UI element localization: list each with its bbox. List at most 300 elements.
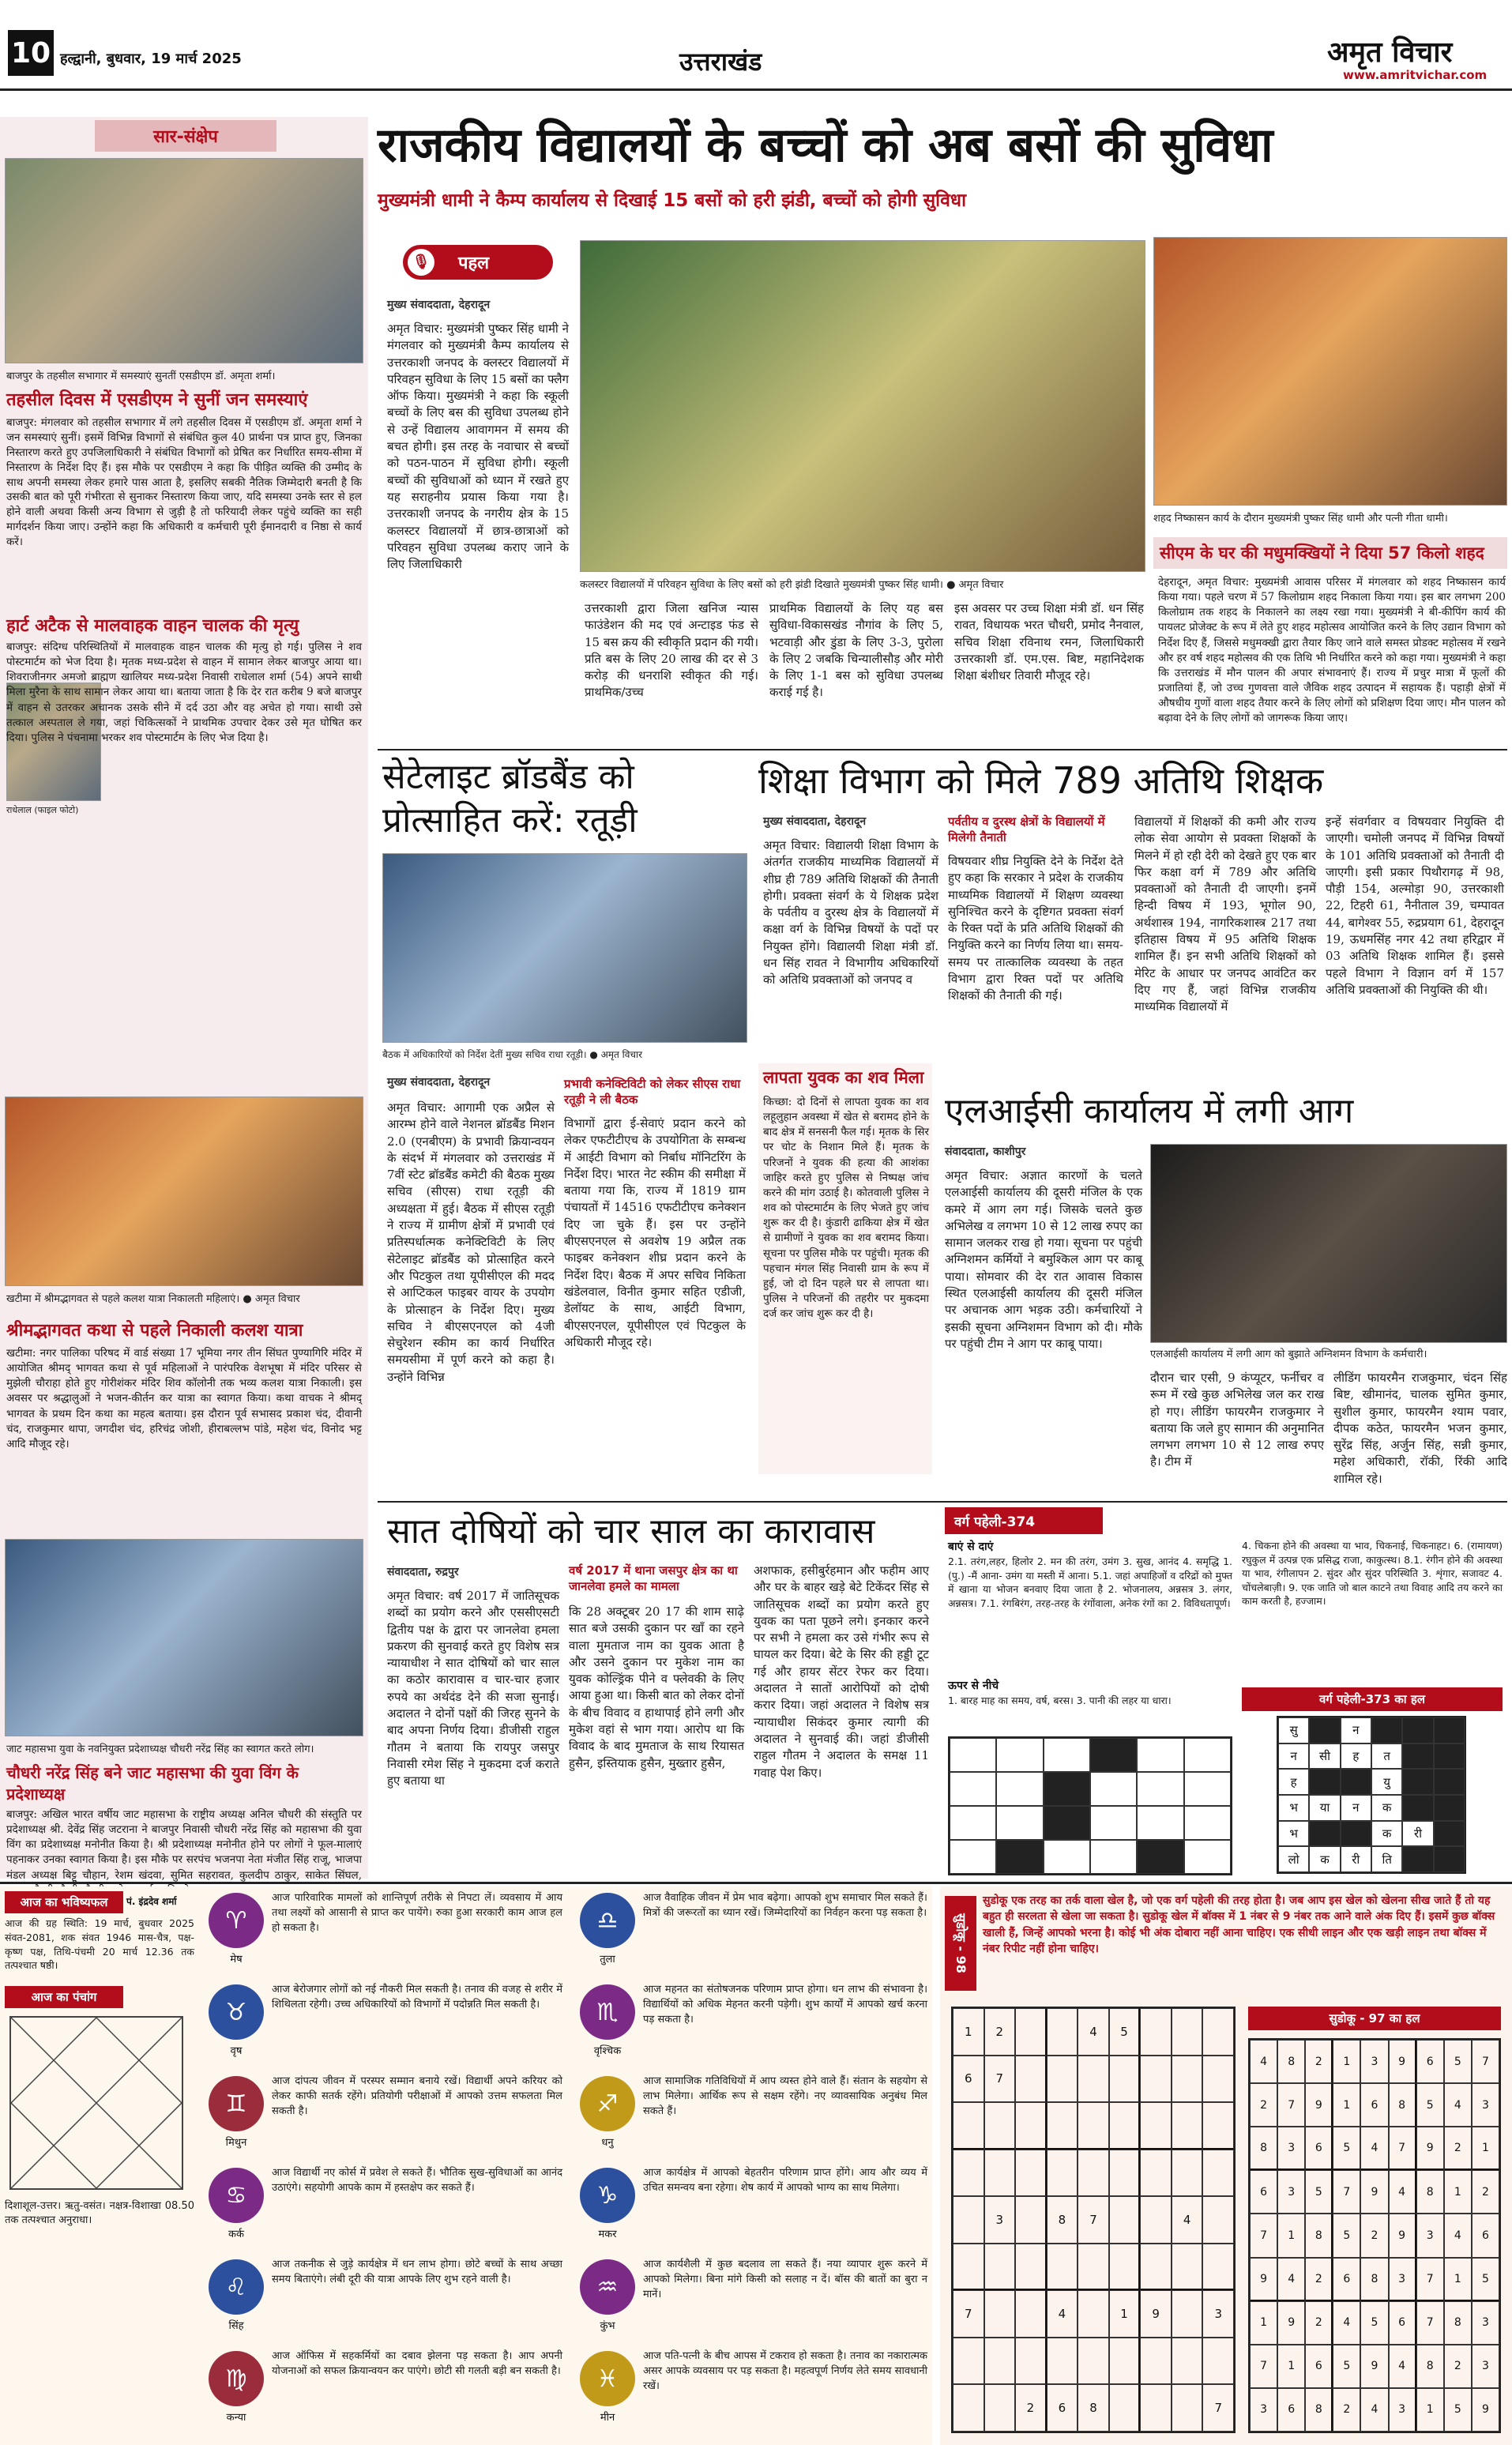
sudoku-cell[interactable] bbox=[953, 2196, 984, 2244]
crossword-cell[interactable] bbox=[1044, 1772, 1090, 1806]
sudoku-cell[interactable] bbox=[1140, 2150, 1172, 2197]
mic-icon: 🎙 bbox=[408, 249, 434, 276]
sudoku-solution-cell: 6 bbox=[1250, 2170, 1277, 2214]
sudoku-solution-cell: 1 bbox=[1277, 2345, 1305, 2388]
sudoku-cell[interactable] bbox=[1047, 2008, 1078, 2056]
crossword-cell[interactable] bbox=[1137, 1840, 1183, 1874]
crossword-answer-cell: या bbox=[1309, 1795, 1340, 1821]
sudoku-cell[interactable] bbox=[1078, 2244, 1109, 2291]
sudoku-cell[interactable]: 7 bbox=[1078, 2196, 1109, 2244]
sudoku-solution-cell: 6 bbox=[1389, 2301, 1416, 2345]
sudoku-solution-cell: 8 bbox=[1416, 2345, 1444, 2388]
sudoku-solution-cell: 4 bbox=[1444, 2214, 1472, 2257]
rashi-name: मकर bbox=[598, 2229, 617, 2240]
crossword-answer-cell: क bbox=[1371, 1821, 1402, 1847]
crossword-answer-cell: भ bbox=[1278, 1821, 1309, 1847]
kundli-chart bbox=[9, 2016, 183, 2190]
sudoku-cell[interactable] bbox=[1140, 2384, 1172, 2432]
sudoku-cell[interactable] bbox=[1202, 2338, 1234, 2385]
rashi-text: आज वैवाहिक जीवन में प्रेम भाव बढ़ेगा। आपको शुभ समाचार मिल सकते हैं। मित्रों की जरूरतों का ध्यान रखें। जिम्मेदारियों का निर्वहन करना पड़ सकता है। bbox=[643, 1892, 927, 1919]
rashi-row bbox=[204, 1980, 567, 2068]
sudoku-cell[interactable] bbox=[1015, 2244, 1047, 2291]
crossword-grid-cells[interactable] bbox=[950, 1738, 1231, 1874]
sudoku-solution-cell: 1 bbox=[1250, 2301, 1277, 2345]
sudoku-cell[interactable] bbox=[1172, 2384, 1203, 2432]
sudoku-cell[interactable] bbox=[1047, 2338, 1078, 2385]
sudoku-solution-cell: 6 bbox=[1333, 2258, 1360, 2301]
sudoku-solution-cell: 8 bbox=[1389, 2083, 1416, 2127]
sudoku-cell[interactable] bbox=[1015, 2008, 1047, 2056]
story-heart-text-cont bbox=[107, 683, 362, 1093]
crossword-down-clues: 1. बारह माह का समय, वर्ष, बरस। 3. पानी की लहर या धारा। bbox=[948, 1695, 1172, 1706]
sudoku-solution-cell: 9 bbox=[1472, 2388, 1499, 2432]
rashi-text: आज कार्यक्षेत्र में आपको बेहतरीन परिणाम प्राप्त होंगे। आय और व्यय में उचित समन्वय बना रहेगा। शेष कार्य में आपको भाग्य का साथ मिलेगा। bbox=[643, 2167, 927, 2194]
rashi-text: आज महनत का संतोषजनक परिणाम प्राप्त होगा। धन लाभ की संभावना है। विद्यार्थियों को अधिक मेहनत करनी पड़ेगी। शुभ कार्यों में आपको खर्च करना पड़ सकता है। bbox=[643, 1984, 927, 2026]
sudoku-cell[interactable] bbox=[1109, 2244, 1141, 2291]
sudoku-cell[interactable]: 8 bbox=[1047, 2196, 1078, 2244]
sudoku-cell[interactable] bbox=[984, 2102, 1016, 2150]
sudoku-cell[interactable]: 6 bbox=[1047, 2384, 1078, 2432]
rashi-row bbox=[575, 1888, 932, 1977]
sudoku-solution-cell: 8 bbox=[1360, 2258, 1388, 2301]
sudoku-solution-cell: 1 bbox=[1444, 2258, 1472, 2301]
crossword-answer-cell: री bbox=[1341, 1846, 1371, 1872]
rashi-name: सिंह bbox=[228, 2320, 244, 2332]
crossword-answer-cell bbox=[1309, 1769, 1340, 1795]
sudoku-cell[interactable] bbox=[1202, 2008, 1234, 2056]
lead-photo-caption: कलस्टर विद्यालयों में परिवहन सुविधा के लिए बसों को हरी झंडी दिखाते मुख्यमंत्री पुष्कर सिंह धामी। ● अमृत विचार bbox=[580, 579, 1004, 591]
sudoku-puzzle-grid[interactable] bbox=[951, 2007, 1236, 2433]
zodiac-icon: ♓ bbox=[580, 2351, 635, 2406]
lead-subhead: मुख्यमंत्री धामी ने कैम्प कार्यालय से दिखाई 15 बसों को हरी झंडी, बच्चों को होगी सुविधा bbox=[378, 190, 967, 211]
sudoku-cell[interactable] bbox=[1172, 2150, 1203, 2197]
sudoku-solution-cell: 3 bbox=[1277, 2170, 1305, 2214]
sudoku-solution-cell: 5 bbox=[1360, 2301, 1388, 2345]
sudoku-solution-cell: 4 bbox=[1360, 2388, 1388, 2432]
crossword-answer-cell bbox=[1341, 1821, 1371, 1847]
story-heart-text: बाजपुर: संदिग्ध परिस्थितियों में मालवाहक वाहन चालक की मृत्यु हो गई। पुलिस ने शव पोस्टमार्टम को भेज दिया है। मृतक मध्य-प्रदेश से वाहन में सामान लेकर बाजपुर आया था। शिवराजीनगर अमजो ब्राह्मण खालियर मध्य-प्रदेश निवासी राधेलाल शर्मा (54) अपने साथी मिला मुरैना के साथ सामान लेकर आया था। बताया जाता है कि देर रात करीब 9 बजे बाजपुर में वाहन से उतरकर अचानक उसके सीने में दर्द उठा और वह अचेत हो गया। साथी उसे तत्काल अस्पताल ले गया, जहां चिकित्सकों ने प्राथमिक उपचार देकर उसे मृत घोषित कर दिया। पुलिस ने पंचनामा भरकर शव पोस्टमार्टम के लिए भेज दिया है। bbox=[6, 641, 362, 744]
sudoku-cell[interactable] bbox=[1202, 2196, 1234, 2244]
sudoku-cell[interactable] bbox=[953, 2102, 984, 2150]
sudoku-instructions: सुडोकू एक तरह का तर्क वाला खेल है, जो एक वर्ग पहेली की तरह होता है। जब आप इस खेल को खेलना सीख जाते हैं तो यह बहुत ही सरलता से खेला जा सकता है। सुडोकू खेल में बॉक्स में 1 नंबर से 9 नंबर तक आने वाले अंक दिए हैं। इसमें कुछ बॉक्स खाली हैं, जिन्हें आपको भरना है। कोई भी अंक दोबारा नहीं आना चाहिए। एक सीधी लाइन और एक खड़ी लाइन तथा बॉक्स में नंबर रिपीट नहीं होना चाहिए। bbox=[983, 1894, 1495, 1955]
crossword-answer-cell bbox=[1434, 1717, 1465, 1743]
teachers-col-2: विषयवार शीघ्र नियुक्ति देने के निर्देश देते हुए कहा कि सरकार ने प्रदेश के राजकीय माध्यमिक विद्यालयों में शिक्षण व्यवस्था सुनिश्चित करने के दृष्टिगत प्रवक्ता संवर्ग के रिक्त पदों के प्रति अतिथि शिक्षकों की नियुक्ति करने का निर्णय लिया था। समय-समय पर तात्कालिक व्यवस्था के तहत विभाग द्वारा रिक्त पदों पर अतिथि शिक्षकों की तैनाती की गई। bbox=[948, 854, 1123, 1003]
sudoku-cell[interactable] bbox=[1015, 2056, 1047, 2103]
sudoku-cell[interactable] bbox=[1047, 2150, 1078, 2197]
sudoku-cell[interactable] bbox=[953, 2384, 984, 2432]
sudoku-cell[interactable] bbox=[1202, 2150, 1234, 2197]
paper-logo: अमृत विचार bbox=[1327, 36, 1453, 69]
rashi-text: आज बेरोजगार लोगों को नई नौकरी मिल सकती है। तनाव की वजह से शरीर में शिथिलता रहेगी। उच्च अधिकारियों को विभागों में पदोन्नति मिल सकती है। bbox=[272, 1984, 562, 2011]
crossword-title: वर्ग पहेली-374 bbox=[945, 1507, 1103, 1534]
sudoku-solution-cell: 9 bbox=[1250, 2258, 1277, 2301]
broadband-photo-caption: बैठक में अधिकारियों को निर्देश देतीं मुख्य सचिव राधा रतूड़ी। ● अमृत विचार bbox=[382, 1049, 643, 1060]
crossword-answer-cell bbox=[1402, 1717, 1433, 1743]
zodiac-icon: ♈ bbox=[209, 1893, 264, 1948]
sudoku-cell[interactable] bbox=[1140, 2338, 1172, 2385]
crossword-answer-grid bbox=[1277, 1716, 1466, 1874]
rashi-text: आज पति-पत्नी के बीच आपस में टकराव हो सकता है। तनाव का नकारात्मक असर आपके व्यवसाय पर पड़ सकता है। महत्वपूर्ण निर्णय लेते समय सावधानी रखें। bbox=[643, 2350, 927, 2392]
sudoku-solution-cell: 9 bbox=[1360, 2170, 1388, 2214]
divider-3 bbox=[0, 1882, 1512, 1884]
sudoku-solution-cell: 1 bbox=[1333, 2083, 1360, 2127]
sudoku-cell[interactable] bbox=[1078, 2290, 1109, 2338]
zodiac-icon: ♒ bbox=[580, 2259, 635, 2315]
panchang-title: आज का पंचांग bbox=[5, 1986, 123, 2008]
sudoku-solution-cell: 5 bbox=[1416, 2083, 1444, 2127]
crossword-answer-cell: न bbox=[1341, 1717, 1371, 1743]
sudoku-solution-cell: 6 bbox=[1472, 2214, 1499, 2257]
crossword-answer-cell: ह bbox=[1278, 1769, 1309, 1795]
crossword-answer-cell bbox=[1341, 1769, 1371, 1795]
crossword-cell[interactable] bbox=[996, 1840, 1043, 1874]
sudoku-solution-cell: 6 bbox=[1305, 2345, 1333, 2388]
convict-headline: सात दोषियों को चार साल का कारावास bbox=[387, 1511, 875, 1552]
sidebar-photo-kalash-caption: खटीमा में श्रीमद्भागवत से पहले कलश यात्रा निकालती महिलाएं। ● अमृत विचार bbox=[6, 1293, 300, 1305]
sudoku-solution-cell: 4 bbox=[1333, 2301, 1360, 2345]
sudoku-cell[interactable] bbox=[1172, 2290, 1203, 2338]
sudoku-cell[interactable] bbox=[1172, 2056, 1203, 2103]
sudoku-cell[interactable] bbox=[984, 2290, 1016, 2338]
sudoku-cell[interactable]: 6 bbox=[953, 2056, 984, 2103]
sidebar bbox=[0, 117, 368, 1882]
crossword-answer-cell bbox=[1434, 1821, 1465, 1847]
crossword-answer-cell bbox=[1309, 1821, 1340, 1847]
sudoku-solution-cell: 1 bbox=[1472, 2127, 1499, 2170]
website: www.amritvichar.com bbox=[1343, 68, 1488, 82]
sudoku-cell[interactable] bbox=[1172, 2338, 1203, 2385]
story-tehsil-headline: तहसील दिवस में एसडीएम ने सुनीं जन समस्याएं bbox=[6, 390, 308, 410]
crossword-answer-cell bbox=[1434, 1846, 1465, 1872]
convict-col-3: अशफाक, हसीबुर्रहमान और फहीम आए और घर के बाहर खड़े बेटे टिकेंदर सिंह से जातिसूचक शब्दों का प्रयोग करते हुए युवक का पता पूछने लगे। इनकार करने पर सभी ने हमला कर उसे गंभीर रूप से घायल कर दिया। बेटे के सिर की हड्डी टूट गई और हायर सेंटर रेफर कर दिया। अदालत ने सातों आरोपियों को दोषी करार दिया। जहां अदालत ने विशेष सत्र न्यायाधीश सिकंदर कुमार त्यागी की अदालत ने सुनवाई की। जहां डीजीसी राहुल गौतम ने अदालत के समक्ष 11 गवाह पेश किए। bbox=[754, 1563, 929, 1780]
broadband-photo bbox=[382, 853, 747, 1043]
rashi-list-left bbox=[204, 1888, 567, 2441]
crossword-answer-title: वर्ग पहेली-373 का हल bbox=[1242, 1687, 1503, 1711]
sudoku-cell[interactable]: 2 bbox=[1015, 2384, 1047, 2432]
sudoku-cell[interactable] bbox=[1109, 2150, 1141, 2197]
sudoku-solution-cell: 6 bbox=[1277, 2388, 1305, 2432]
teachers-col-3: विद्यालयों में शिक्षकों की कमी और राज्य लोक सेवा आयोग से प्रवक्ता शिक्षकों के मिलने में हो रही देरी को देखते हुए एक बार फिर कक्षा वर्ग में 789 और अतिथि प्रवक्ताओं को तैनाती दी जाएगी। इनमें हिन्दी विषय में 193, भूगोल 90, अर्थशास्त्र 194, नागरिकशास्त्र 217 तथा इतिहास विषय में 95 अतिथि शिक्षक शामिल हैं। इन सभी अतिथि शिक्षकों को मेरिट के आधार पर जनपद आवंटित कर दिए गए हैं, जहां विभिन्न राजकीय माध्यमिक विद्यालयों में bbox=[1134, 814, 1316, 1014]
sudoku-cell[interactable]: 3 bbox=[984, 2196, 1016, 2244]
rashi-name: मीन bbox=[600, 2412, 615, 2424]
divider-2 bbox=[378, 1501, 1507, 1503]
crossword-cell[interactable] bbox=[950, 1738, 996, 1772]
crossword-cell[interactable] bbox=[1090, 1772, 1137, 1806]
sudoku-solution-cell: 9 bbox=[1277, 2301, 1305, 2345]
crossword-cell[interactable] bbox=[996, 1772, 1043, 1806]
crossword-cell[interactable] bbox=[1184, 1772, 1231, 1806]
story-jat-headline: चौधरी नरेंद्र सिंह बने जाट महासभा की युवा विंग के प्रदेशाध्यक्ष bbox=[6, 1763, 299, 1804]
lic-photo-caption: एलआईसी कार्यालय में लगी आग को बुझाते अग्निशमन विभाग के कर्मचारी। bbox=[1150, 1349, 1427, 1360]
sudoku-solution-cell: 8 bbox=[1305, 2388, 1333, 2432]
sudoku-solution-cell: 2 bbox=[1305, 2258, 1333, 2301]
sudoku-solution-cell: 3 bbox=[1389, 2258, 1416, 2301]
sudoku-cell[interactable] bbox=[1015, 2196, 1047, 2244]
sudoku-solution-cell: 5 bbox=[1333, 2345, 1360, 2388]
honey-headline: सीएम के घर की मधुमक्खियों ने दिया 57 किलो शहद bbox=[1160, 544, 1484, 562]
rashi-row bbox=[575, 2346, 932, 2435]
sudoku-solution-cell: 7 bbox=[1416, 2301, 1444, 2345]
story-jat-text: बाजपुर: अखिल भारत वर्षीय जाट महासभा के राष्ट्रीय अध्यक्ष अनिल चौधरी की संस्तुति पर प्रदेशाध्यक्ष श्री. देवेंद्र सिंह जटराना ने बाजपुर निवासी चौधरी नरेंद्र सिंह को महासभा की युवा विंग का प्रदेशाध्यक्ष मनोनीत किया है। श्री प्रदेशाध्यक्ष मनोनीत होने पर लोगों ने फूल-मालाएं पहनाकर उनका स्वागत किया है। इस मौके पर सरपंच भजनपा नेता मंजीत सिंह राजू, भाजपा मंडल अध्यक्ष बिट्टू चौहान, रेशम खंदवा, सुमित सहरावत, कुलदीप ठाकुर, साकेत सिंघल, bbox=[6, 1808, 362, 1882]
crossword-grid[interactable] bbox=[948, 1736, 1232, 1875]
crossword-cell[interactable] bbox=[1137, 1772, 1183, 1806]
sudoku-cell[interactable] bbox=[1015, 2150, 1047, 2197]
sudoku-solution-cell: 8 bbox=[1305, 2214, 1333, 2257]
convict-byline: संवाददाता, रुद्रपुर bbox=[387, 1566, 459, 1578]
sudoku-solution-cell: 7 bbox=[1333, 2170, 1360, 2214]
sudoku-cell[interactable] bbox=[1140, 2008, 1172, 2056]
sudoku-cell[interactable] bbox=[1140, 2056, 1172, 2103]
sudoku-cell[interactable] bbox=[1140, 2102, 1172, 2150]
zodiac-icon: ♎ bbox=[580, 1893, 635, 1948]
sudoku-cell[interactable] bbox=[984, 2384, 1016, 2432]
zodiac-icon: ♋ bbox=[209, 2168, 264, 2223]
crossword-cell[interactable] bbox=[950, 1806, 996, 1840]
sudoku-cell[interactable] bbox=[984, 2338, 1016, 2385]
crossword-cell[interactable] bbox=[996, 1806, 1043, 1840]
sudoku-cell[interactable] bbox=[1140, 2196, 1172, 2244]
rashi-name: कन्या bbox=[226, 2412, 246, 2424]
crossword-cell[interactable] bbox=[950, 1772, 996, 1806]
sudoku-cell[interactable]: 4 bbox=[1078, 2008, 1109, 2056]
sudoku-cell[interactable] bbox=[1047, 2056, 1078, 2103]
crossword-cell[interactable] bbox=[1137, 1806, 1183, 1840]
crossword-answer-cell bbox=[1402, 1795, 1433, 1821]
sudoku-solution-cell: 3 bbox=[1416, 2214, 1444, 2257]
sidebar-title: सार-संक्षेप bbox=[95, 120, 276, 152]
sudoku-solution-cell: 9 bbox=[1416, 2127, 1444, 2170]
crossword-cell[interactable] bbox=[1044, 1738, 1090, 1772]
crossword-answer-cell bbox=[1434, 1769, 1465, 1795]
crossword-cell[interactable] bbox=[1090, 1738, 1137, 1772]
crossword-cell[interactable] bbox=[996, 1738, 1043, 1772]
sudoku-solution-cell: 1 bbox=[1277, 2214, 1305, 2257]
zodiac-icon: ♐ bbox=[580, 2076, 635, 2131]
sudoku-cell[interactable]: 2 bbox=[984, 2008, 1016, 2056]
sudoku-cell[interactable] bbox=[984, 2150, 1016, 2197]
sudoku-cell[interactable] bbox=[1172, 2102, 1203, 2150]
sudoku-solution-cell: 7 bbox=[1277, 2083, 1305, 2127]
sudoku-solution-cell: 5 bbox=[1333, 2127, 1360, 2170]
crossword-cell[interactable] bbox=[1090, 1840, 1137, 1874]
crossword-cell[interactable] bbox=[1184, 1840, 1231, 1874]
rashi-name: तुला bbox=[600, 1954, 615, 1965]
sudoku-cell[interactable] bbox=[1202, 2244, 1234, 2291]
sudoku-cell[interactable] bbox=[1172, 2008, 1203, 2056]
crossword-cell[interactable] bbox=[1044, 1840, 1090, 1874]
crossword-answer-cell: लो bbox=[1278, 1846, 1309, 1872]
sudoku-solution-cell: 3 bbox=[1360, 2040, 1388, 2083]
rashi-row bbox=[204, 1888, 567, 1977]
crossword-down-head: ऊपर से नीचे bbox=[948, 1680, 999, 1692]
crossword-answer-cell bbox=[1434, 1795, 1465, 1821]
crossword-answer-cell bbox=[1434, 1743, 1465, 1770]
sudoku-cell[interactable] bbox=[953, 2150, 984, 2197]
teachers-headline: शिक्षा विभाग को मिले 789 अतिथि शिक्षक bbox=[758, 759, 1324, 802]
sudoku-solution-cell: 8 bbox=[1250, 2127, 1277, 2170]
lic-byline: संवाददाता, काशीपुर bbox=[945, 1145, 1026, 1158]
rashi-name: कुंभ bbox=[600, 2320, 615, 2332]
sudoku-cell[interactable] bbox=[1047, 2102, 1078, 2150]
sudoku-solution-cell: 9 bbox=[1305, 2083, 1333, 2127]
sudoku-cell[interactable] bbox=[1015, 2290, 1047, 2338]
sudoku-cell[interactable] bbox=[1078, 2150, 1109, 2197]
zodiac-icon: ♑ bbox=[580, 2168, 635, 2223]
sudoku-solution-cell: 5 bbox=[1444, 2388, 1472, 2432]
sudoku-cell[interactable] bbox=[1140, 2244, 1172, 2291]
lic-col-1: अमृत विचार: अज्ञात कारणों के चलते एलआईसी कार्यालय की दूसरी मंजिल के एक कमरे में आग लग गई। जिसके चलते कुछ अभिलेख व लगभग 10 से 12 लाख रुपए का सामान जलकर राख हो गया। सूचना पर पहुंची अग्निशमन कर्मियों ने बमुश्किल आग पर काबू पाया। सोमवार की देर रात आवास विकास स्थित एलआईसी कार्यालय की दूसरी मंजिल पर अचानक आग भड़क उठी। कर्मचारियों ने इसकी सूचना अग्निशमन विभाग को दी। मौके पर पहुंची टीम ने आग पर काबू पाया। bbox=[945, 1168, 1142, 1351]
zodiac-icon: ♌ bbox=[209, 2259, 264, 2315]
sudoku-solution-cell: 9 bbox=[1360, 2345, 1388, 2388]
sudoku-solution-cell: 4 bbox=[1389, 2170, 1416, 2214]
zodiac-icon: ♍ bbox=[209, 2351, 264, 2406]
sidebar-photo-jat bbox=[5, 1539, 363, 1736]
sudoku-solution-cell: 2 bbox=[1444, 2127, 1472, 2170]
sudoku-cell[interactable] bbox=[1078, 2056, 1109, 2103]
sudoku-solution-cell: 2 bbox=[1472, 2170, 1499, 2214]
broadband-headline: सेटेलाइट ब्रॉडबैंड को प्रोत्साहित करें: रतूड़ी bbox=[382, 757, 638, 841]
rashi-text: आज कार्यशैली में कुछ बदलाव ला सकते हैं। नया व्यापार शुरू करने में आपको मिलेगा। बिना मांगे किसी को सलाह न दें। बॉस की बातों का बुरा न मानें। bbox=[643, 2259, 927, 2300]
sudoku-solution-cell: 3 bbox=[1472, 2345, 1499, 2388]
sudoku-cell[interactable] bbox=[1109, 2196, 1141, 2244]
sudoku-cell[interactable] bbox=[1202, 2056, 1234, 2103]
sudoku-cell[interactable]: 1 bbox=[1109, 2290, 1141, 2338]
sudoku-solution-cell: 5 bbox=[1444, 2040, 1472, 2083]
sudoku-cell[interactable] bbox=[1078, 2338, 1109, 2385]
lic-headline: एलआईसी कार्यालय में लगी आग bbox=[945, 1091, 1354, 1131]
crossword-answer-cell: ति bbox=[1371, 1846, 1402, 1872]
crossword-cell[interactable] bbox=[1137, 1738, 1183, 1772]
crossword-answer-cell: ह bbox=[1341, 1743, 1371, 1770]
sudoku-cell[interactable]: 4 bbox=[1172, 2196, 1203, 2244]
crossword-answer-cell: भ bbox=[1278, 1795, 1309, 1821]
divider-1 bbox=[378, 749, 1507, 750]
rashi-name: मेष bbox=[230, 1954, 243, 1965]
rashi-name: कर्क bbox=[228, 2229, 244, 2240]
rashi-name: मिथुन bbox=[225, 2137, 247, 2149]
sudoku-solution-cell: 5 bbox=[1305, 2170, 1333, 2214]
sudoku-solution-cell: 4 bbox=[1444, 2083, 1472, 2127]
sudoku-solution-cell: 7 bbox=[1250, 2214, 1277, 2257]
sudoku-cell[interactable]: 1 bbox=[953, 2008, 984, 2056]
sudoku-solution-cell: 7 bbox=[1416, 2258, 1444, 2301]
lead-photo-buses bbox=[580, 240, 1145, 572]
rashi-row bbox=[204, 2346, 567, 2435]
sudoku-cell[interactable]: 9 bbox=[1140, 2290, 1172, 2338]
crossword-answer-cell bbox=[1402, 1846, 1433, 1872]
sudoku-solution-cell: 2 bbox=[1444, 2345, 1472, 2388]
rashi-text: आज सामाजिक गतिविधियों में आप व्यस्त होने वाले हैं। संतान के सहयोग से लाभ मिलेगा। आर्थिक रूप से सक्षम रहेंगे। नए व्यावसायिक अनुबंध मिल सकते हैं। bbox=[643, 2075, 927, 2117]
crossword-answer-cell: न bbox=[1341, 1795, 1371, 1821]
rashi-row bbox=[204, 2163, 567, 2251]
rashi-list-right bbox=[575, 1888, 932, 2441]
crossword-cell[interactable] bbox=[1184, 1806, 1231, 1840]
sudoku-cell[interactable]: 7 bbox=[984, 2056, 1016, 2103]
sudoku-solution-cell: 8 bbox=[1444, 2301, 1472, 2345]
story-kalash-headline: श्रीमद्भागवत कथा से पहले निकाली कलश यात्रा bbox=[6, 1321, 303, 1341]
sudoku-solution-cell: 9 bbox=[1389, 2040, 1416, 2083]
crossword-answer-cell bbox=[1402, 1743, 1433, 1770]
sudoku-solution-cell: 5 bbox=[1472, 2258, 1499, 2301]
sudoku-cell[interactable] bbox=[1015, 2338, 1047, 2385]
sudoku-solution-cell: 3 bbox=[1250, 2388, 1277, 2432]
sudoku-puzzle-cells[interactable] bbox=[953, 2008, 1234, 2432]
story-heart-headline: हार्ट अटैक से मालवाहक वाहन चालक की मृत्यु bbox=[6, 616, 299, 636]
sudoku-cell[interactable]: 3 bbox=[1202, 2290, 1234, 2338]
sudoku-cell[interactable]: 4 bbox=[1047, 2290, 1078, 2338]
sudoku-solution-cell: 7 bbox=[1472, 2040, 1499, 2083]
crossword-left-clues: 2.1. तरंग,लहर, हिलोर 2. मन की तरंग, उमंग 3. सुख, आनंद 4. समृद्धि 1. (पु.) -मैं आना- उमंग या मस्ती में आना। 5.1. जहां अपाहिजों व दरिद्रों को मुफ्त में खाना या भोजन बनवाए दिया जाता है 2. भोजनालय, अन्नसत्र 3. लंगर, अन्नसत्र। 7.1. रंगबिरंग, तरह-तरह के रंगोंवाला, अनेक रंगों का 2. विविधतापूर्ण। bbox=[948, 1555, 1232, 1609]
sudoku-cell[interactable]: 7 bbox=[1202, 2384, 1234, 2432]
crossword-answer-cell: यु bbox=[1371, 1769, 1402, 1795]
crossword-cell[interactable] bbox=[950, 1840, 996, 1874]
sudoku-cell[interactable] bbox=[984, 2244, 1016, 2291]
lead-col-2: उत्तरकाशी द्वारा जिला खनिज न्यास फाउंडेशन की मद एवं अन्टाइड फंड से 15 बस क्रय की स्वीकृति प्रदान की गयी। प्रति बस के लिए 20 लाख की दर से 3 करोड़ की धनराशि स्वीकृत की गई। प्राथमिक/उच्च bbox=[585, 601, 758, 700]
sudoku-solution-cell: 3 bbox=[1472, 2083, 1499, 2127]
sudoku-label: सुडोकू - 98 bbox=[945, 1896, 976, 1991]
crossword-cell[interactable] bbox=[1044, 1806, 1090, 1840]
sudoku-cell[interactable] bbox=[953, 2244, 984, 2291]
masthead-rule bbox=[0, 88, 1512, 91]
rashi-row bbox=[575, 2163, 932, 2251]
crossword-answer-cell: सी bbox=[1309, 1743, 1340, 1770]
sudoku-solution-cell: 4 bbox=[1360, 2127, 1388, 2170]
lic-col-3: लीडिंग फायरमैन राजकुमार, चंदन सिंह बिष्ट, खीमानंद, चालक सुमित कुमार, सुशील कुमार, फायरमैन श्याम पवार, दीपक कठेत, फायरमैन भजन कुमार, सुरेंद्र सिंह, अर्जुन सिंह, सन्नी कुमार, महेश अधिकारी, रॉकी, रिंकी आदि शामिल रहे। bbox=[1333, 1371, 1507, 1486]
sudoku-solution-cell: 2 bbox=[1333, 2388, 1360, 2432]
crossword-answer-cell: क bbox=[1309, 1846, 1340, 1872]
section-title: उत्तराखंड bbox=[679, 47, 762, 77]
crossword-answer-cell bbox=[1309, 1717, 1340, 1743]
sudoku-cell[interactable] bbox=[953, 2338, 984, 2385]
sudoku-cell[interactable] bbox=[1109, 2338, 1141, 2385]
sudoku-cell[interactable]: 7 bbox=[953, 2290, 984, 2338]
sudoku-cell[interactable] bbox=[1109, 2056, 1141, 2103]
sudoku-cell[interactable] bbox=[1172, 2244, 1203, 2291]
zodiac-icon: ♏ bbox=[580, 1984, 635, 2040]
crossword-left-head: बाएं से दाएं bbox=[948, 1540, 994, 1553]
honey-text: देहरादून, अमृत विचार: मुख्यमंत्री आवास परिसर में मंगलवार को शहद निष्कासन कार्य किया गया। पहले चरण में 57 किलोग्राम शहद निकाला किया गया। इस बार लगभग 200 किलोग्राम तक शहद के निकालने का लक्ष्य रखा गया। मुख्यमंत्री ने बी-कीपिंग कार्य की पायलट प्रोजेक्ट के रूप में लेते हुए शहद महोत्सव आयोजित करने के लिए उद्यान विभाग को निर्देश दिए हैं, जिससे मधुमक्खी द्वारा तैयार किए जाने वाले समस्त प्रोडक्ट महोत्सव में रखने और हर वर्ष शहद महोत्सव की एक तिथि भी निर्धारित करने को कहा गया। मुख्यमंत्री ने कहा कि उत्तराखंड में मौन पालन की अपार संभावनाएं हैं। राज्य में प्रचुर मात्रा में फूलों की प्रजातियां हैं, जो उच्च गुणवत्ता वाले जैविक शहद उत्पादन में सहायक हैं। पहाड़ी क्षेत्रों में औषधीय गुणों वाला शहद तैयार करने के लिए लोगों को प्रशिक्षण दिया जाए। मौन पालन को बढ़ावा देने के लिए लोगों को जागरूक किया जाए। bbox=[1158, 576, 1506, 725]
crossword-answer-cells bbox=[1278, 1717, 1465, 1872]
rashi-row bbox=[204, 2255, 567, 2343]
sudoku-cell[interactable] bbox=[1109, 2102, 1141, 2150]
crossword-answer-cell bbox=[1371, 1717, 1402, 1743]
sudoku-solution-cell: 7 bbox=[1250, 2345, 1277, 2388]
lead-byline: मुख्य संवाददाता, देहरादून bbox=[387, 299, 491, 311]
sudoku-solution-cell: 2 bbox=[1305, 2301, 1333, 2345]
convict-col-1: अमृत विचार: वर्ष 2017 में जातिसूचक शब्दों का प्रयोग करने और एससीएसटी द्वितीय पक्ष के द्वारा पर जानलेवा हमला प्रकरण की सुनवाई करते हुए विशेष सत्र न्यायाधीश ने सात दोषियों को चार साल का कठोर कारावास व चार-चार हजार रुपये का अर्थदंड देने की सजा सुनाई। अदालत ने दोनों पक्षों की जिरह सुनने के बाद अपना निर्णय दिया। डीजीसी राहुल गौतम ने बताया कि रायपुर जसपुर निवासी रमेश सिंह ने मुकदमा दर्ज कराते हुए बताया था bbox=[387, 1589, 559, 1789]
rashi-row bbox=[204, 2071, 567, 2160]
lead-headline: राजकीय विद्यालयों के बच्चों को अब बसों की सुविधा bbox=[378, 118, 1273, 173]
sudoku-cell[interactable]: 5 bbox=[1109, 2008, 1141, 2056]
sudoku-solution-cell: 8 bbox=[1416, 2170, 1444, 2214]
sudoku-cell[interactable] bbox=[1078, 2102, 1109, 2150]
lead-tag bbox=[403, 245, 553, 280]
sudoku-solution-cell: 4 bbox=[1277, 2258, 1305, 2301]
rashi-name: वृष bbox=[230, 2045, 243, 2057]
crossword-cell[interactable] bbox=[1090, 1806, 1137, 1840]
crossword-answer-cell: क bbox=[1371, 1795, 1402, 1821]
sudoku-solution-cell: 1 bbox=[1333, 2040, 1360, 2083]
crossword-cell[interactable] bbox=[1184, 1738, 1231, 1772]
sudoku-cell[interactable]: 8 bbox=[1078, 2384, 1109, 2432]
sudoku-cell[interactable] bbox=[1015, 2102, 1047, 2150]
broadband-col-2: विभागों द्वारा ई-सेवाएं प्रदान करने को लेकर एफटीटीएच के उपयोगिता के सम्बन्ध में आईटी विभाग को निर्बाध मॉनिटरिंग के निर्देश दिए। भारत नेट स्कीम की समीक्षा में बताया गया कि, राज्य में 1819 ग्राम पंचायतों में 14516 एफटीटीएच कनेक्शन दिए जा चुके हैं। इस पर उन्होंने बीएसएनएल से अवशेष 19 अप्रैल तक फाइबर कनेक्शन शीघ्र प्रदान करने के निर्देश दिए। बैठक में अपर सचिव निकिता खंडेलवाल, विनीत कुमार सहित एडीजी, डेलॉयट के साथ, आईटी विभाग, बीएसएनएल, यूपीसीएल एवं पिटकुल के अधिकारी मौजूद रहे। bbox=[564, 1116, 746, 1349]
sudoku-cell[interactable] bbox=[1202, 2102, 1234, 2150]
sudoku-solution-cells bbox=[1250, 2040, 1499, 2432]
page-number: 10 bbox=[8, 30, 54, 76]
sudoku-cell[interactable] bbox=[1109, 2384, 1141, 2432]
sudoku-cell[interactable] bbox=[1047, 2244, 1078, 2291]
